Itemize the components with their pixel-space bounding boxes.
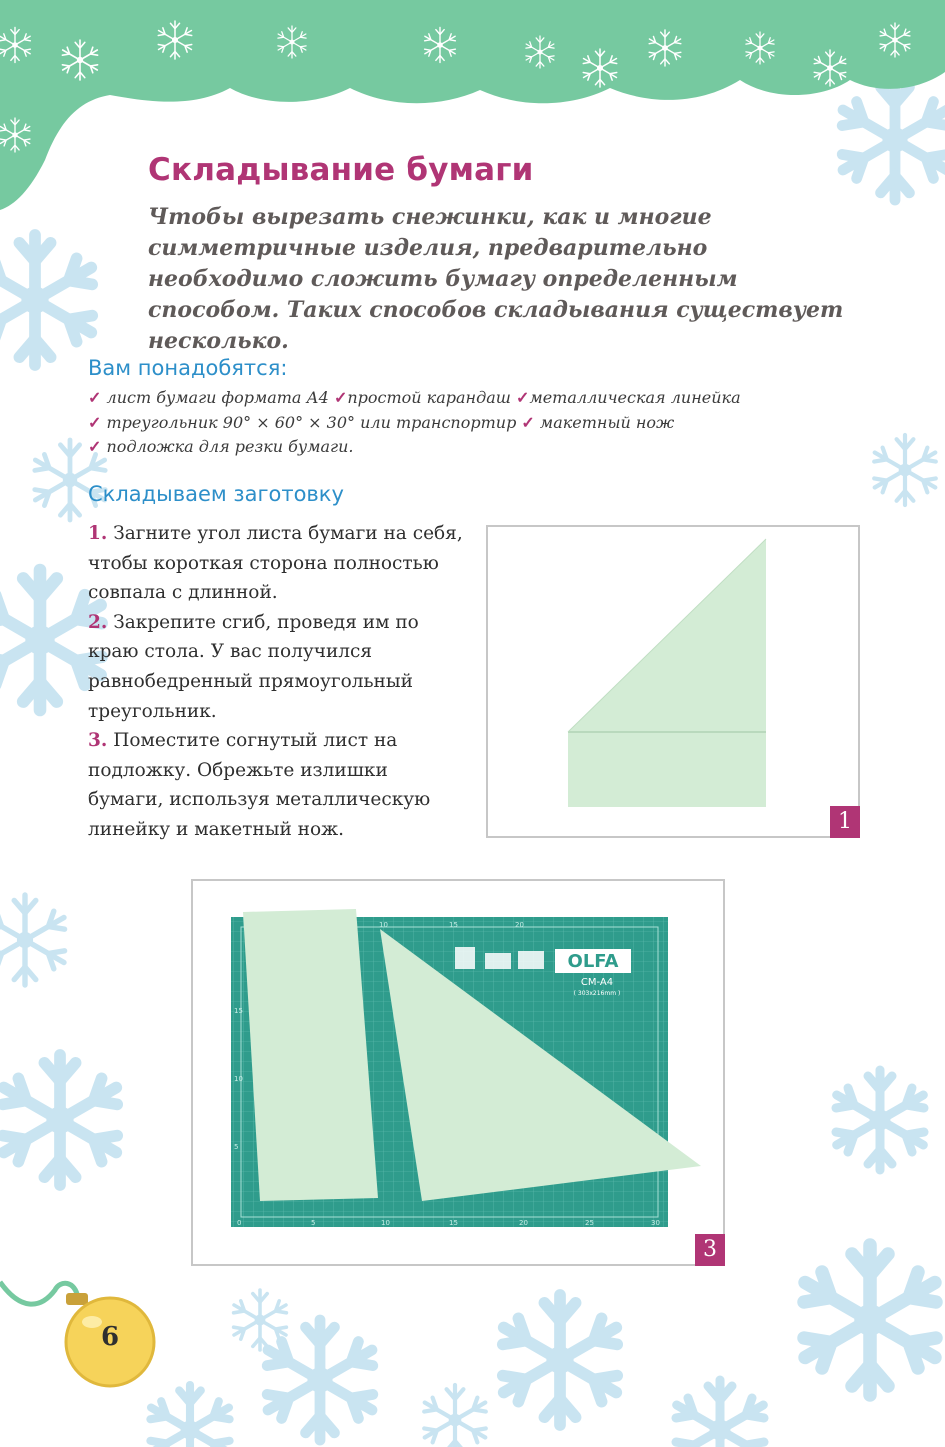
mat-brand: OLFA (567, 951, 619, 972)
photo-label: 1 (830, 806, 860, 838)
mat-bottom-tick: 10 (381, 1219, 390, 1227)
mat-model: CM-A4 (580, 977, 614, 988)
mat-bottom-tick: 30 (651, 1219, 660, 1227)
mat-bottom-tick: 20 (519, 1219, 528, 1227)
mat-bottom-tick: 0 (237, 1219, 242, 1227)
material-item: треугольник 90° × 60° × 30° или транспортир (106, 412, 517, 432)
cutting-mat-icon (193, 881, 723, 1264)
step-item (88, 726, 468, 844)
photo-label: 3 (695, 1234, 725, 1266)
mat-side-tick: 15 (234, 1007, 243, 1015)
material-item: подложка для резки бумаги. (106, 437, 354, 456)
step-text: Поместите согнутый лист на подложку. Обрежьте излишки бумаги, используя металлическую линейку и макетный нож. (88, 730, 431, 840)
material-item: лист бумаги формата А4 (106, 388, 329, 407)
mat-top-tick: 15 (449, 921, 458, 929)
photo-cutting-mat (191, 879, 725, 1266)
material-item: макетный нож (539, 412, 675, 432)
material-item: простой карандаш (347, 388, 511, 407)
materials-row (88, 386, 888, 411)
materials-heading: Вам понадобятся: (88, 356, 288, 380)
mat-side-tick: 5 (234, 1143, 239, 1151)
steps-heading: Складываем заготовку (88, 482, 344, 506)
material-item: металлическая линейка (529, 388, 741, 407)
mat-side-tick: 10 (234, 1075, 243, 1083)
ornament-ball-icon (0, 1282, 154, 1386)
materials-row (88, 435, 888, 460)
check-icon: ✓ (88, 388, 102, 407)
page-number: 6 (100, 1322, 120, 1352)
mat-top-tick: 20 (515, 921, 524, 929)
check-icon: ✓ (516, 388, 530, 407)
check-icon: ✓ (88, 412, 102, 432)
materials-list (88, 386, 888, 460)
folded-paper-icon (488, 527, 858, 836)
check-icon: ✓ (88, 437, 102, 456)
step-item (88, 608, 468, 726)
page-title: Складывание бумаги (148, 152, 534, 188)
photo-folded-paper (486, 525, 860, 838)
mat-top-tick: 10 (379, 921, 388, 929)
materials-row (88, 411, 888, 436)
step-text: Закрепите сгиб, проведя им по краю стола. У вас получился равнобедренный прямоугольный треугольник. (88, 611, 419, 722)
mat-bottom-tick: 15 (449, 1219, 458, 1227)
check-icon: ✓ (521, 412, 535, 432)
mat-size: ( 303x216mm ) (573, 990, 621, 997)
step-item (88, 519, 468, 608)
step-number: 3. (88, 730, 108, 752)
mat-bottom-tick: 25 (585, 1219, 594, 1227)
step-number: 2. (88, 611, 108, 633)
check-icon: ✓ (333, 388, 348, 407)
step-text: Загните угол листа бумаги на себя, чтобы короткая сторона полностью совпала с длинной. (88, 523, 463, 604)
mat-bottom-tick: 5 (311, 1219, 316, 1227)
steps-list (88, 519, 468, 845)
step-number: 1. (88, 523, 108, 544)
intro-paragraph: Чтобы вырезать снежинки, как и многие симметричные изделия, предварительно необходимо сложить бумагу определенным способом. Таких способов складывания существует несколько. (148, 204, 844, 354)
